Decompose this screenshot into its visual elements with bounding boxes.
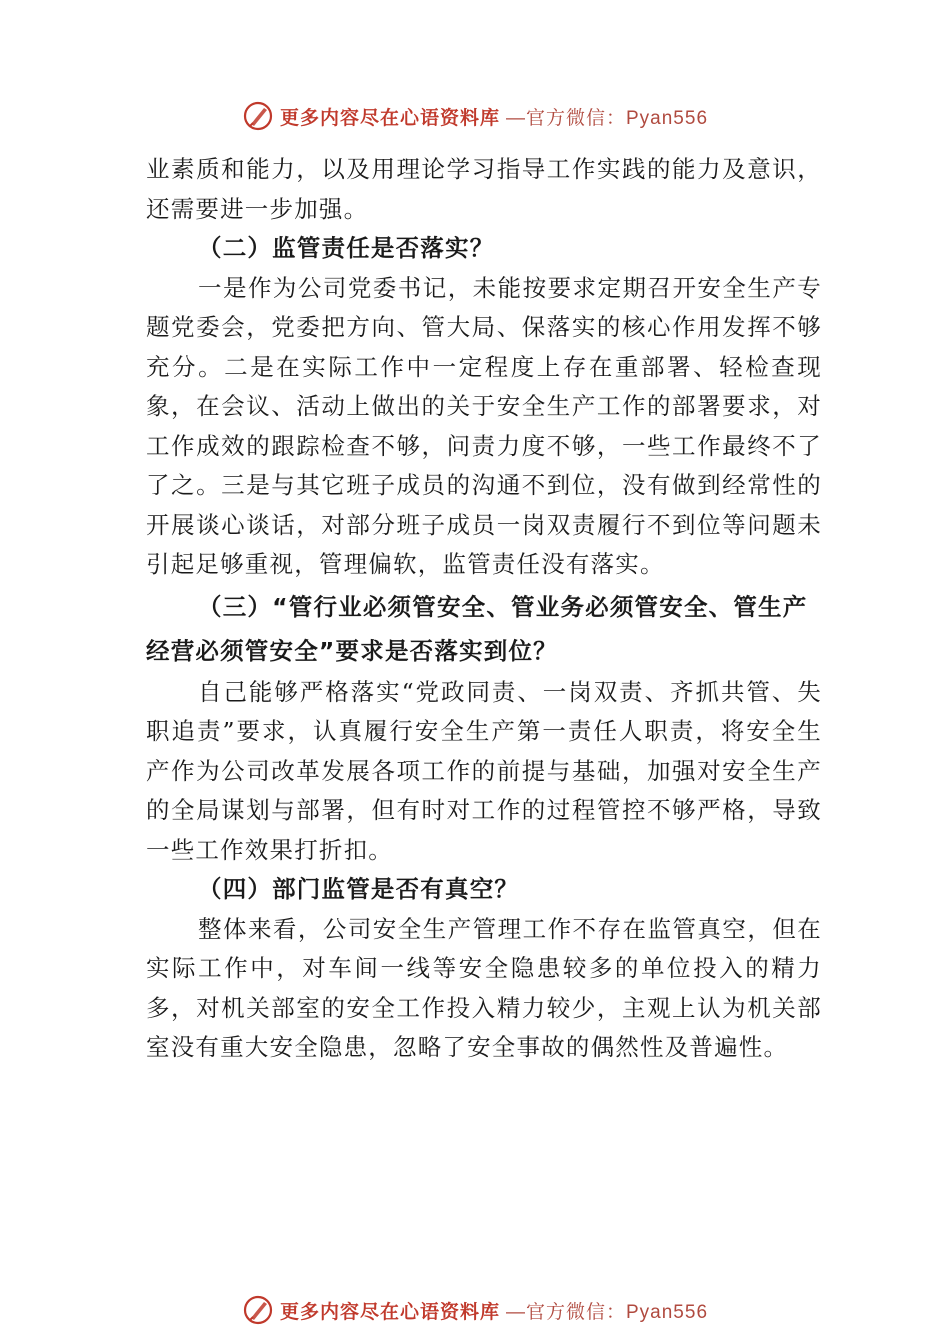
watermark-title: 更多内容尽在心语资料库 <box>279 1300 500 1323</box>
watermark-subtitle: —官方微信：Pyan556 <box>506 1301 709 1323</box>
section-heading-3: （三）“管行业必须管安全、管业务必须管安全、管生产经营必须管安全”要求是否落实到位？ <box>146 592 808 665</box>
document-body <box>146 150 822 1068</box>
paragraph-2: 一是作为公司党委书记，未能按要求定期召开安全生产专题党委会，党委把方向、管大局、保落实的核心作用发挥不够充分。二是在实际工作中一定程度上存在重部署、轻检查现象，在会议、活动上做出的关于安全生产工作的部署要求，对工作成效的跟踪检查不够，问责力度不够，一些工作最终不了了之。三是与其它班子成员的沟通不到位，没有做到经常性的开展谈心谈话，对部分班子成员一岗双责履行不到位等问题未引起足够重视，管理偏软，监管责任没有落实。 <box>146 273 822 578</box>
watermark-title: 更多内容尽在心语资料库 <box>279 106 500 129</box>
watermark-banner-top <box>0 96 950 136</box>
quill-seal-icon <box>242 1294 274 1326</box>
paragraph-4: 整体来看，公司安全生产管理工作不存在监管真空，但在实际工作中，对车间一线等安全隐患较多的单位投入的精力多，对机关部室的安全工作投入精力较少，主观上认为机关部室没有重大安全隐患，忽略了安全事故的偶然性及普遍性。 <box>146 914 822 1061</box>
paragraph-continued: 业素质和能力，以及用理论学习指导工作实践的能力及意识，还需要进一步加强。 <box>146 155 822 223</box>
watermark-banner-bottom <box>0 1290 950 1330</box>
paragraph-3: 自己能够严格落实“党政同责、一岗双责、齐抓共管、失职追责”要求，认真履行安全生产第一责任人职责，将安全生产作为公司改革发展各项工作的前提与基础，加强对安全生产的全局谋划与部署，但有时对工作的过程管控不够严格，导致一些工作效果打折扣。 <box>146 677 822 864</box>
quill-seal-icon <box>242 100 274 132</box>
watermark-subtitle: —官方微信：Pyan556 <box>506 107 709 129</box>
section-heading-2: （二）监管责任是否落实？ <box>198 234 495 262</box>
section-heading-4: （四）部门监管是否有真空？ <box>198 875 520 903</box>
